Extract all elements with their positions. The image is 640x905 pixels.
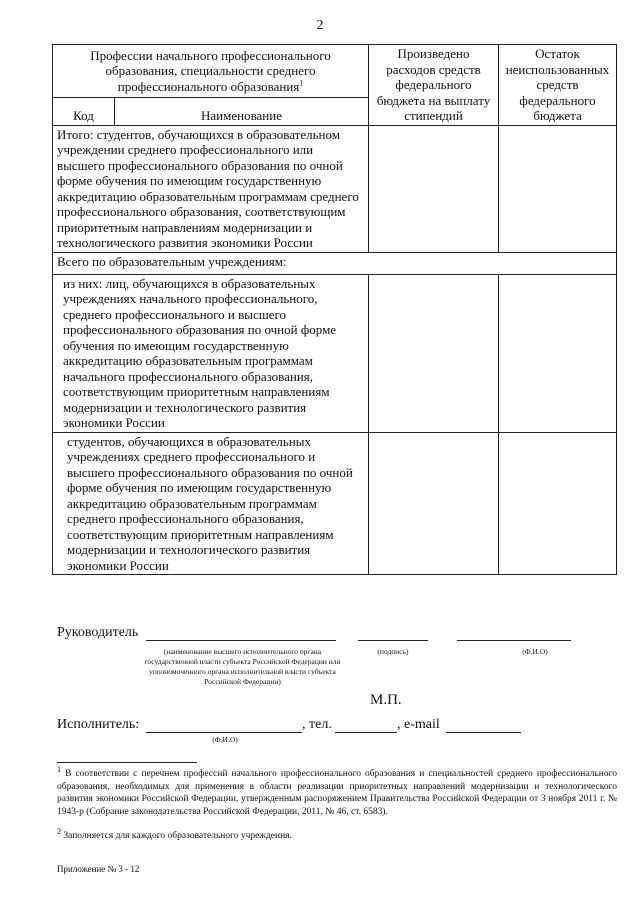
signature-caption: (подпись) bbox=[377, 647, 409, 656]
footnote-2 bbox=[57, 826, 617, 843]
footnote-divider bbox=[57, 762, 197, 763]
cell-remainder[interactable] bbox=[499, 274, 617, 432]
header-remainder: Остаток неиспользованных средств федерального бюджета bbox=[499, 45, 617, 126]
row-of-which-persons: из них: лиц, обучающихся в образовательных учреждениях начального профессионального, среднего профессионального и высшего профессионального образования по очной форме обучения по имеющим государственную аккредитацию образовательным программам начального профессионального образования, соответствующим приоритетным направлениям модернизации и технологического развития экономики России bbox=[53, 274, 369, 432]
footnote-mark: 1 bbox=[57, 764, 61, 774]
cell-spent[interactable] bbox=[369, 432, 499, 575]
footnote-mark: 2 bbox=[57, 826, 61, 836]
header-name: Наименование bbox=[115, 98, 369, 125]
executor-label: Исполнитель: bbox=[57, 717, 140, 732]
header-code: Код bbox=[53, 98, 115, 125]
attachment-number: Приложение № 3 - 12 bbox=[57, 864, 140, 874]
executor-fio-caption: (Ф.И.О) bbox=[212, 735, 238, 744]
signature-field[interactable] bbox=[358, 640, 428, 641]
fio-caption: (Ф.И.О) bbox=[522, 647, 548, 656]
table-row bbox=[53, 432, 617, 575]
table-header-row bbox=[53, 45, 617, 98]
row-total-students: Итого: студентов, обучающихся в образовательном учреждении среднего профессионального или высшего профессионального образования по очной форме обучения по имеющим государственную аккредитацию образовательным программам среднего профессионального образования, соответствующим приоритетным направлениям модернизации и технологического развития экономики России bbox=[53, 125, 369, 252]
head-label: Руководитель bbox=[57, 625, 139, 640]
table-row bbox=[53, 252, 617, 274]
email-field[interactable] bbox=[446, 732, 521, 733]
header-professions: Профессии начального профессионального образования, специальности среднего профессионального образования$^1$ bbox=[53, 45, 369, 98]
executor-fio-field[interactable] bbox=[146, 732, 302, 733]
stamp-place: М.П. bbox=[370, 692, 402, 708]
tel-label: , тел. bbox=[302, 717, 332, 732]
table-row bbox=[53, 125, 617, 252]
cell-remainder[interactable] bbox=[499, 432, 617, 575]
footnote-1 bbox=[57, 764, 617, 818]
header-spent: Произведено расходов средств федерального бюджета на выплату стипендий bbox=[369, 45, 499, 126]
page-number: 2 bbox=[316, 18, 324, 33]
cell-remainder[interactable] bbox=[499, 125, 617, 252]
row-all-institutions: Всего по образовательным учреждениям: bbox=[53, 252, 617, 274]
cell-spent[interactable] bbox=[369, 274, 499, 432]
tel-field[interactable] bbox=[335, 732, 397, 733]
cell-spent[interactable] bbox=[369, 125, 499, 252]
organ-field[interactable] bbox=[146, 640, 336, 641]
fio-field[interactable] bbox=[457, 640, 571, 641]
row-students: студентов, обучающихся в образовательных учреждениях среднего профессионального и высшего профессионального образования по очной форме обучения по имеющим государственную аккредитацию образовательным программам среднего профессионального образования, соответствующим приоритетным направлениям модернизации и технологического развития экономики России bbox=[53, 432, 369, 575]
table-row bbox=[53, 274, 617, 432]
footnote-ref-1: 1 bbox=[299, 78, 304, 88]
email-label: , e-mail bbox=[397, 717, 440, 732]
footnote-text: Заполняется для каждого образовательного учреждения. bbox=[63, 831, 292, 841]
report-table bbox=[52, 44, 617, 575]
organ-caption: (наименование высшего исполнительного органа государственной власти субъекта Российской Федерации или уполномоченного органа исполнительной власти субъекта Российской Федерации) bbox=[144, 647, 341, 686]
footnote-text: В соответствии с перечнем профессий начального профессионального образования и специальностей среднего профессионального образования, необходимых для применения в области реализации приоритетных направлений модернизации и технологического развития экономики Российской Федерации, утвержденным распоряжением Правительства Российской Федерации от 3 ноября 2011 г. № 1943-р (Собрание законодательства Российской Федерации, 2011, № 46, ст. 6583). bbox=[57, 769, 617, 817]
